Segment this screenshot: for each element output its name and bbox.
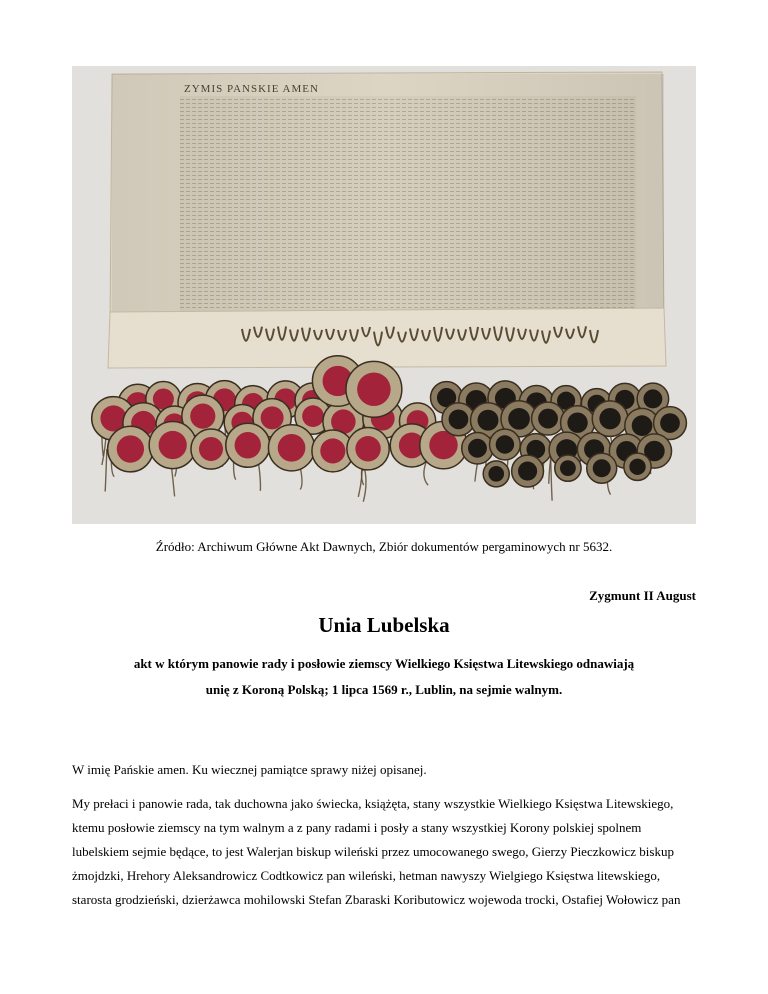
paragraph-main: My prełaci i panowie rada, tak duchowna jako świecka, książęta, stany wszystkie Wielkiego Księstwa Litewskiego, ktemu posłowie ziemscy na tym walnym a z pany radami i posły a stany wszystkiej Korony polskiej spolnem lubelskiem sejmie będące, to jest Walerjan biskup wileński przez umocowanego swego, Gierzy Pieczkowicz biskup żmojdzki, Hrehory Aleksandrowicz Codtkowicz pan wileński, hetman nawyszy Wielgiego Księstwa litewskiego, starosta grodzieński, dzierżawca mohilowski Stefan Zbaraski Koributowicz wojewoda trocki, Ostafiej Wołowicz pan [72, 796, 681, 907]
seal-center [117, 435, 144, 462]
author: Zygmunt II August [589, 588, 696, 603]
seal-center [320, 438, 345, 463]
seal-center [632, 415, 653, 436]
seal-center [496, 435, 514, 453]
parchment-inscription: ZYMIS PANSKIE AMEN [184, 83, 319, 95]
document-body [72, 758, 696, 926]
subtitle-line-1: akt w którym panowie rady i posłowie ziemscy Wielkiego Księstwa Litewskiego odnawiają [133, 656, 635, 671]
document-subtitle [72, 651, 696, 703]
seal-center [261, 406, 284, 429]
seal-center [278, 434, 306, 462]
seal-center [518, 462, 537, 481]
seal-center [660, 413, 680, 433]
paragraph-invocation: W imię Pańskie amen. Ku wiecznej pamiątce sprawy niżej opisanej. [72, 762, 427, 777]
image-caption: Źródło: Archiwum Główne Akt Dawnych, Zbiór dokumentów pergaminowych nr 5632. [155, 539, 613, 554]
seal-center [159, 431, 187, 459]
cord-thread [424, 460, 428, 485]
cord-thread [551, 460, 552, 501]
cord-thread [105, 449, 107, 492]
seal-center [567, 413, 587, 433]
document-title: Unia Lubelska [318, 613, 450, 637]
seal-center [355, 436, 380, 461]
subtitle-line-2: unię z Koroną Polską; 1 lipca 1569 r., Lublin, na sejmie walnym. [205, 682, 563, 697]
seal-center [468, 439, 487, 458]
seal-center [599, 408, 620, 429]
parchment-with-seals-image [72, 66, 696, 524]
seals-group [92, 356, 687, 487]
seal-center [629, 459, 645, 475]
seal-center [357, 373, 391, 407]
seal-center [560, 460, 576, 476]
seal-center [199, 437, 223, 461]
seal-center [643, 389, 662, 408]
document-photo [72, 66, 696, 524]
seal-center [449, 409, 469, 429]
seal-center [302, 405, 324, 427]
seal-center [190, 404, 215, 429]
seal-center [235, 432, 261, 458]
seal-center [538, 409, 558, 429]
seal-center [478, 410, 499, 431]
seal-center [488, 466, 504, 482]
seal-center [508, 408, 530, 430]
seal-center [593, 459, 611, 477]
